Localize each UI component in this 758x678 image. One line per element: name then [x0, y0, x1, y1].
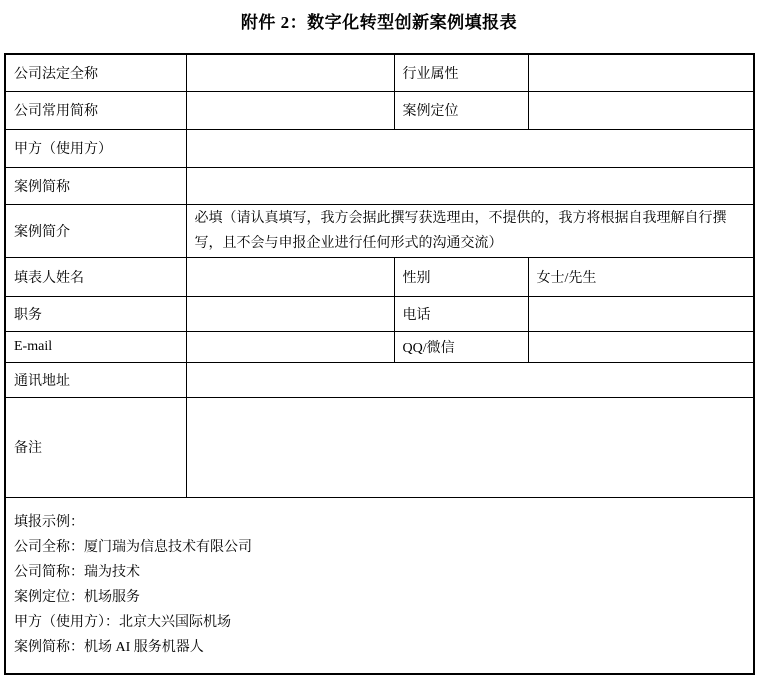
- table-row: [5, 397, 754, 497]
- filler-name-label: 填表人姓名: [5, 257, 186, 296]
- remarks-field[interactable]: [186, 397, 754, 497]
- case-intro-note[interactable]: 必填（请认真填写，我方会据此撰写获选理由，不提供的，我方将根据自我理解自行撰写，且不会与申报企业进行任何形式的沟通交流）: [186, 204, 754, 257]
- table-row: [5, 362, 754, 397]
- company-short-name-field[interactable]: [186, 91, 394, 129]
- industry-field[interactable]: [528, 54, 754, 91]
- company-legal-name-field[interactable]: [186, 54, 394, 91]
- table-row: [5, 257, 754, 296]
- phone-field[interactable]: [528, 296, 754, 331]
- case-position-label: 案例定位: [394, 91, 528, 129]
- company-legal-name-label: 公司法定全称: [5, 54, 186, 91]
- industry-label: 行业属性: [394, 54, 528, 91]
- case-intro-label: 案例简介: [5, 204, 186, 257]
- position-label: 职务: [5, 296, 186, 331]
- position-field[interactable]: [186, 296, 394, 331]
- table-row: [5, 497, 754, 674]
- example-company-full-name: 公司全称：厦门瑞为信息技术有限公司: [14, 540, 252, 556]
- email-field[interactable]: [186, 331, 394, 362]
- table-row: [5, 296, 754, 331]
- page-title: 附件 2：数字化转型创新案例填报表: [240, 13, 518, 32]
- example-heading: 填报示例：: [14, 515, 84, 531]
- table-row: [5, 129, 754, 167]
- address-label: 通讯地址: [5, 362, 186, 397]
- case-short-name-label: 案例简称: [5, 167, 186, 204]
- email-label: E-mail: [5, 331, 186, 362]
- case-form-table: [4, 53, 755, 675]
- case-short-name-field[interactable]: [186, 167, 754, 204]
- table-row: [5, 331, 754, 362]
- remarks-label: 备注: [5, 397, 186, 497]
- address-field[interactable]: [186, 362, 754, 397]
- table-row: [5, 91, 754, 129]
- example-company-short-name: 公司简称：瑞为技术: [14, 565, 140, 581]
- example-case-short-name: 案例简称：机场 AI 服务机器人: [14, 640, 204, 656]
- party-a-field[interactable]: [186, 129, 754, 167]
- phone-label: 电话: [394, 296, 528, 331]
- example-section: [5, 497, 754, 674]
- example-party-a: 甲方（使用方）：北京大兴国际机场: [14, 615, 231, 631]
- case-position-field[interactable]: [528, 91, 754, 129]
- qq-wechat-label: QQ/微信: [394, 331, 528, 362]
- qq-wechat-field[interactable]: [528, 331, 754, 362]
- filler-name-field[interactable]: [186, 257, 394, 296]
- table-row: [5, 54, 754, 91]
- gender-label: 性别: [394, 257, 528, 296]
- table-row: [5, 167, 754, 204]
- company-short-name-label: 公司常用简称: [5, 91, 186, 129]
- table-row: [5, 204, 754, 257]
- example-case-position: 案例定位：机场服务: [14, 590, 140, 606]
- party-a-label: 甲方（使用方）: [5, 129, 186, 167]
- gender-field[interactable]: 女士/先生: [528, 257, 754, 296]
